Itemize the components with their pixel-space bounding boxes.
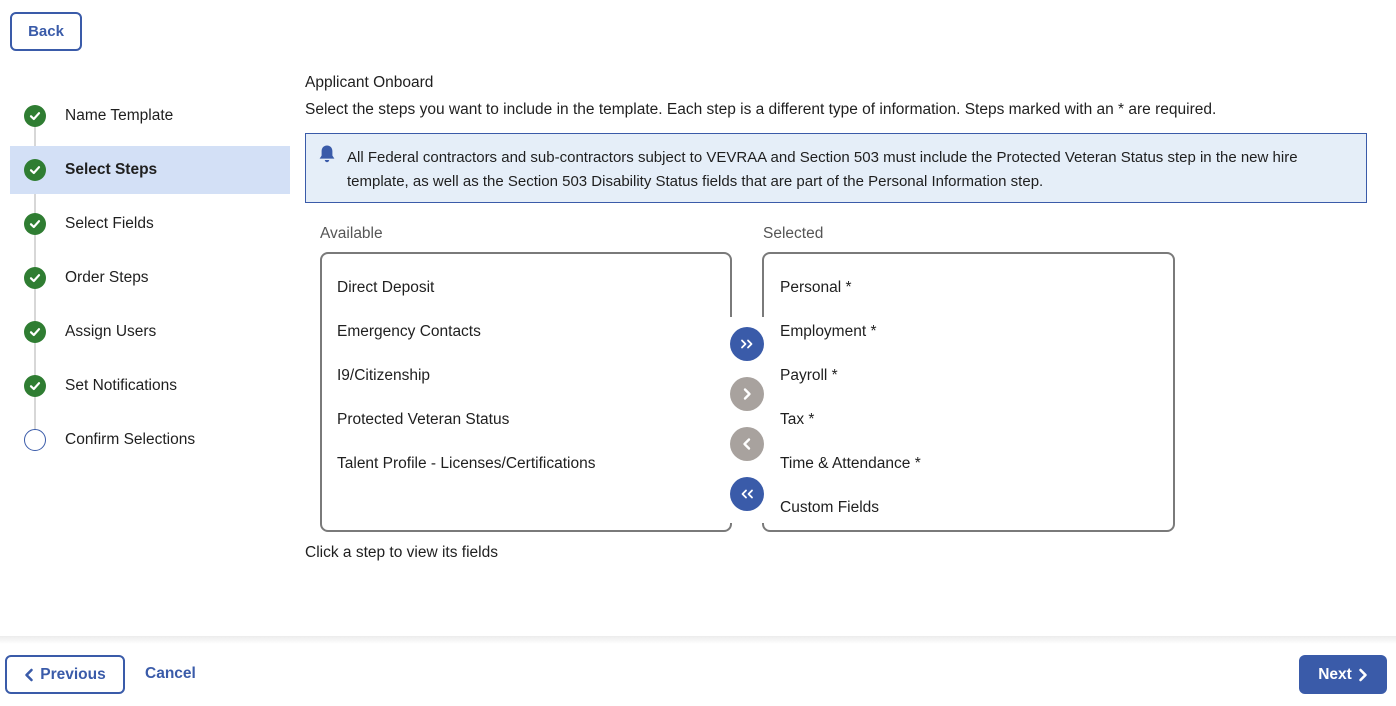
list-item[interactable]: Emergency Contacts <box>337 323 481 340</box>
available-steps-list[interactable] <box>320 252 732 532</box>
check-circle-icon <box>24 267 46 289</box>
hint-text: Click a step to view its fields <box>305 544 498 561</box>
previous-label: Previous <box>40 665 106 683</box>
check-circle-icon <box>24 159 46 181</box>
step-label: Confirm Selections <box>65 431 196 448</box>
footer-bar <box>0 644 1396 706</box>
next-label: Next <box>1318 665 1352 683</box>
list-item[interactable]: Direct Deposit <box>337 279 435 296</box>
check-circle-icon <box>24 375 46 397</box>
list-item[interactable]: Time & Attendance * <box>780 455 921 472</box>
check-circle-icon <box>24 213 46 235</box>
page-title: Applicant Onboard <box>305 74 434 91</box>
check-circle-icon <box>24 105 46 127</box>
chevron-left-icon <box>24 668 34 682</box>
double-chevron-left-icon <box>739 488 755 500</box>
page-description: Select the steps you want to include in the template. Each step is a different type of information. Steps marked with an * are required. <box>305 101 1217 118</box>
move-right-button[interactable] <box>730 377 764 411</box>
step-name-template[interactable] <box>10 92 290 140</box>
step-order-steps[interactable] <box>10 254 290 302</box>
double-chevron-right-icon <box>739 338 755 350</box>
notice-text: All Federal contractors and sub-contractors subject to VEVRAA and Section 503 must include the Protected Veteran Status step in the new hire template, as well as the Section 503 Disability Status fields that are part of the Personal Information step. <box>347 149 1298 190</box>
info-notice <box>305 133 1367 203</box>
step-confirm-selections[interactable] <box>10 416 290 464</box>
available-label: Available <box>320 225 383 242</box>
step-assign-users[interactable] <box>10 308 290 356</box>
next-button[interactable] <box>1299 655 1387 694</box>
chevron-right-icon <box>1358 668 1368 682</box>
move-left-button[interactable] <box>730 427 764 461</box>
footer-divider <box>0 636 1396 644</box>
cancel-link[interactable]: Cancel <box>145 665 196 682</box>
step-label: Select Fields <box>65 215 154 232</box>
list-item[interactable]: Employment * <box>780 323 877 340</box>
check-circle-icon <box>24 321 46 343</box>
empty-circle-icon <box>24 429 46 451</box>
chevron-left-icon <box>741 437 753 451</box>
list-item[interactable]: I9/Citizenship <box>337 367 431 384</box>
step-select-steps[interactable] <box>10 146 290 194</box>
step-select-fields[interactable] <box>10 200 290 248</box>
move-all-right-button[interactable] <box>730 327 764 361</box>
selected-steps-list[interactable] <box>762 252 1175 532</box>
back-button[interactable]: Back <box>10 12 82 51</box>
selected-label: Selected <box>763 225 824 242</box>
step-label: Assign Users <box>65 323 157 340</box>
step-label: Set Notifications <box>65 377 177 394</box>
step-label: Select Steps <box>65 161 158 178</box>
step-set-notifications[interactable] <box>10 362 290 410</box>
list-item[interactable]: Protected Veteran Status <box>337 411 510 428</box>
list-item[interactable]: Payroll * <box>780 367 838 384</box>
bell-icon <box>316 143 338 170</box>
list-item[interactable]: Talent Profile - Licenses/Certifications <box>337 455 596 472</box>
step-label: Name Template <box>65 107 174 124</box>
wizard-stepper <box>10 92 290 470</box>
list-item[interactable]: Personal * <box>780 279 852 296</box>
list-item[interactable]: Tax * <box>780 411 815 428</box>
chevron-right-icon <box>741 387 753 401</box>
previous-button[interactable] <box>5 655 125 694</box>
list-item[interactable]: Custom Fields <box>780 499 880 516</box>
move-all-left-button[interactable] <box>730 477 764 511</box>
step-label: Order Steps <box>65 269 149 286</box>
